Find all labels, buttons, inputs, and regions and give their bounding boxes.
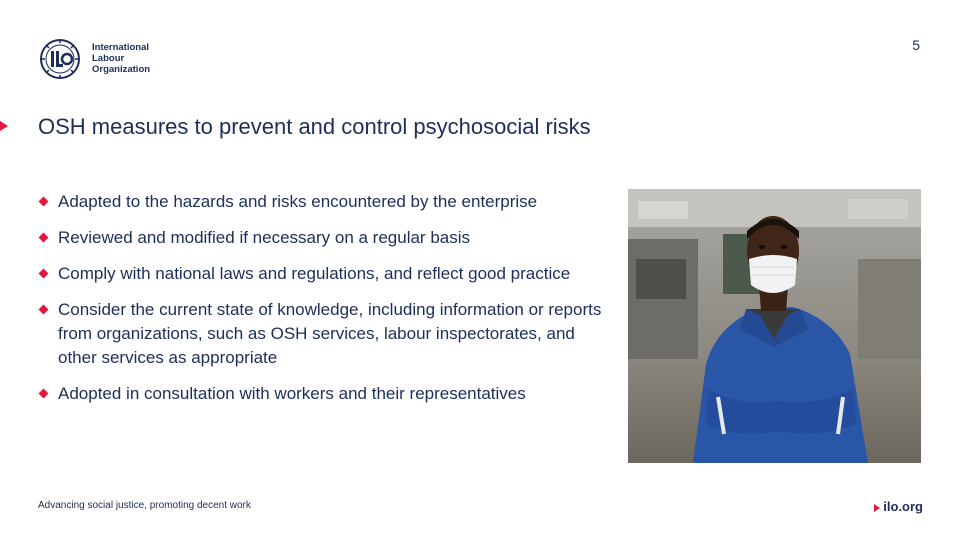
bullet-text: Consider the current state of knowledge, including information or reports from organizations, such as OSH services, labour inspectorates, and other services as appropriate xyxy=(58,300,602,367)
ilo-logo xyxy=(38,38,158,80)
logo-wordmark xyxy=(92,42,150,75)
bullet-text: Adapted to the hazards and risks encountered by the enterprise xyxy=(58,192,538,211)
footer-tagline: Advancing social justice, promoting decent work xyxy=(38,500,251,511)
logo-line-3: Organization xyxy=(92,64,151,75)
bullet-item xyxy=(38,226,618,250)
bullet-item xyxy=(38,262,618,286)
bullet-item xyxy=(38,190,618,214)
bullet-text: Comply with national laws and regulations, and reflect good practice xyxy=(58,264,571,283)
bullet-text: Adopted in consultation with workers and their representatives xyxy=(58,384,526,403)
bullet-item xyxy=(38,382,618,406)
ilo-emblem-icon xyxy=(38,38,82,80)
diamond-bullet-icon xyxy=(39,305,49,315)
title-marker-icon xyxy=(0,121,8,131)
bullet-item xyxy=(38,298,618,370)
arrow-right-icon xyxy=(874,504,880,512)
diamond-bullet-icon xyxy=(39,269,49,279)
diamond-bullet-icon xyxy=(39,233,49,243)
bullet-text: Reviewed and modified if necessary on a regular basis xyxy=(58,228,471,247)
logo-line-2: Labour xyxy=(92,53,125,64)
worker-photo xyxy=(628,189,921,463)
diamond-bullet-icon xyxy=(39,197,49,207)
worker-with-mask-image xyxy=(628,189,921,463)
logo-line-1: International xyxy=(92,42,150,53)
footer-link-text[interactable]: ilo.org xyxy=(883,499,923,514)
slide-title: OSH measures to prevent and control psychosocial risks xyxy=(38,114,591,139)
footer-website-link[interactable] xyxy=(874,499,923,514)
bullet-list xyxy=(38,190,618,418)
page-number: 5 xyxy=(912,37,920,53)
diamond-bullet-icon xyxy=(39,389,49,399)
